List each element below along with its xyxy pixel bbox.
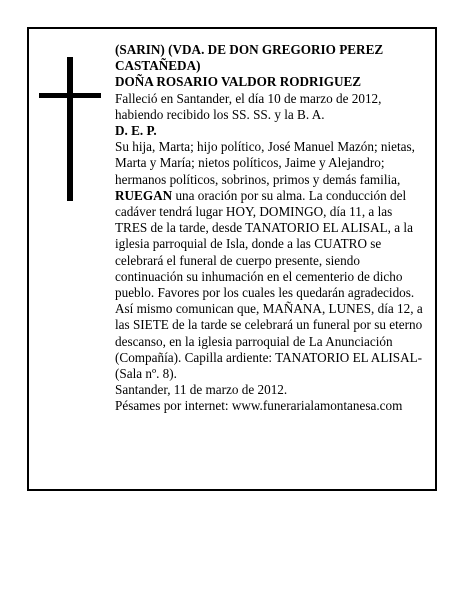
death-info: Falleció en Santander, el día 10 de marzo de 2012, habiendo recibido los SS. SS. y la B. A. bbox=[115, 90, 382, 122]
pesames-line: Pésames por internet: www.funerarialamontanesa.com bbox=[115, 398, 403, 414]
obituary-notice bbox=[27, 27, 437, 491]
dep-line: D. E. P. bbox=[115, 123, 157, 139]
ruegan-word: RUEGAN bbox=[115, 187, 173, 203]
ruegan-text: una oración por su alma. La conducción del cadáver tendrá lugar HOY, DOMINGO, día 11, a las TRES de la tarde, desde TANATORIO EL ALISAL, a la iglesia parroquial de Isla, donde a las CUATRO se celebrará el funeral de cuerpo presente, siendo continuación su inhumación en el cementerio de dicho pueblo. Favores por los cuales les quedarán agradecidos. Así mismo comunican que, MAÑANA, LUNES, día 12, a las SIETE de la tarde se celebrará un funeral por su eterno descanso, en la iglesia parroquial de La Anunciación (Compañía). Capilla ardiente: TANATORIO EL ALISAL-(Sala nº. 8). bbox=[115, 187, 423, 382]
family-list: Su hija, Marta; hijo político, José Manuel Mazón; nietas, Marta y María; nietos políticos, Jaime y Alejandro; hermanos políticos, sobrinos, primos y demás familia, bbox=[115, 139, 415, 187]
deceased-name: DOÑA ROSARIO VALDOR RODRIGUEZ bbox=[115, 74, 362, 90]
ruegan-paragraph bbox=[115, 188, 427, 382]
cross-horizontal-bar bbox=[39, 93, 101, 98]
cross-vertical-bar bbox=[67, 57, 73, 201]
header-line: (SARIN) (VDA. DE DON GREGORIO PEREZ CASTAÑEDA) bbox=[115, 42, 384, 74]
date-line: Santander, 11 de marzo de 2012. bbox=[115, 382, 288, 398]
latin-cross-icon bbox=[39, 57, 99, 201]
notice-body bbox=[115, 42, 427, 415]
